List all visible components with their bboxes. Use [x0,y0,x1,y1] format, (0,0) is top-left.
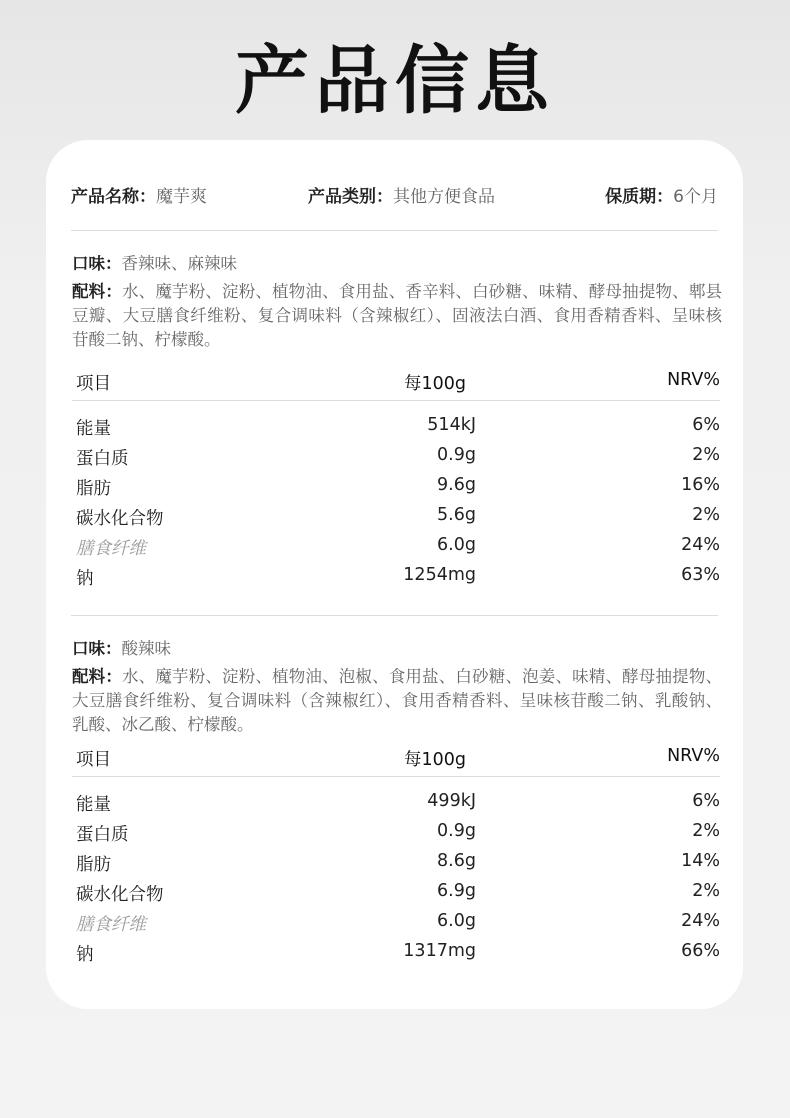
ingredients [72,665,722,737]
table-header-divider [72,400,720,401]
row-value: 1317mg [403,941,476,961]
ingredients-value: 水、魔芋粉、淀粉、植物油、食用盐、香辛料、白砂糖、味精、酵母抽提物、郫县豆瓣、大豆膳食纤维粉、复合调味料（含辣椒红）、固液法白酒、食用香精香料、呈味核苷酸二钠、柠檬酸。 [72,282,723,349]
row-nrv: 66% [681,941,720,961]
flavor-value: 酸辣味 [121,639,171,658]
product-category-label: 产品类别： [308,187,393,207]
row-item: 脂肪 [76,479,111,499]
product-name-value: 魔芋爽 [156,187,207,207]
shelf-life-label: 保质期： [605,187,674,207]
header-per100g: 每100g [403,374,466,394]
row-nrv: 16% [681,475,720,495]
table-row [72,445,720,471]
header-nrv: NRV% [667,746,720,766]
table-header-divider [72,776,720,777]
table-row [72,565,720,591]
row-nrv: 2% [692,821,720,841]
header-item: 项目 [76,750,111,770]
ingredients-label: 配料： [72,667,123,686]
product-name [71,186,207,208]
row-nrv: 6% [692,415,720,435]
header-per100g: 每100g [403,750,466,770]
product-name-label: 产品名称： [71,187,156,207]
row-value: 0.9g [437,821,476,841]
table-row [72,535,720,561]
row-item: 蛋白质 [76,449,129,469]
shelf-life [605,186,718,208]
row-nrv: 63% [681,565,720,585]
table-row [72,415,720,441]
row-nrv: 14% [681,851,720,871]
header-item: 项目 [76,374,111,394]
row-nrv: 6% [692,791,720,811]
flavor-label: 口味： [72,254,122,273]
row-item: 脂肪 [76,855,111,875]
table-row [72,505,720,531]
row-value: 8.6g [437,851,476,871]
row-nrv: 2% [692,505,720,525]
product-category [308,186,495,208]
nutrition-table-header [72,370,720,396]
row-nrv: 2% [692,881,720,901]
row-value: 0.9g [437,445,476,465]
row-item: 钠 [76,945,94,965]
table-row [72,821,720,847]
row-value: 5.6g [437,505,476,525]
flavor-line [72,637,722,661]
row-value: 1254mg [403,565,476,585]
row-item: 钠 [76,569,94,589]
flavor-label: 口味： [72,639,122,658]
table-row [72,941,720,967]
row-value: 6.0g [437,535,476,555]
table-row [72,851,720,877]
row-value: 9.6g [437,475,476,495]
header-nrv: NRV% [667,370,720,390]
flavor-line [72,252,722,276]
divider [71,230,718,231]
shelf-life-value: 6个月 [673,187,718,207]
ingredients-value: 水、魔芋粉、淀粉、植物油、泡椒、食用盐、白砂糖、泡姜、味精、酵母抽提物、大豆膳食纤维粉、复合调味料（含辣椒红）、食用香精香料、呈味核苷酸二钠、乳酸钠、乳酸、冰乙酸、柠檬酸。 [72,667,723,734]
row-value: 6.0g [437,911,476,931]
row-item: 能量 [76,795,111,815]
row-item: 蛋白质 [76,825,129,845]
flavor-value: 香辣味、麻辣味 [121,254,237,273]
row-item: 能量 [76,419,111,439]
row-value: 514kJ [427,415,476,435]
section-divider [71,615,718,616]
row-item: 碳水化合物 [76,885,164,905]
row-item: 膳食纤维 [76,539,146,559]
table-row [72,881,720,907]
row-value: 499kJ [427,791,476,811]
table-row [72,911,720,937]
row-item: 膳食纤维 [76,915,146,935]
page-title: 产品信息 [235,38,555,124]
ingredients-label: 配料： [72,282,123,301]
row-nrv: 24% [681,911,720,931]
table-row [72,475,720,501]
row-nrv: 2% [692,445,720,465]
product-category-value: 其他方便食品 [393,187,495,207]
table-row [72,791,720,817]
nutrition-table-header [72,746,720,772]
row-item: 碳水化合物 [76,509,164,529]
ingredients [72,280,722,352]
row-nrv: 24% [681,535,720,555]
row-value: 6.9g [437,881,476,901]
product-info-card [46,140,743,1009]
